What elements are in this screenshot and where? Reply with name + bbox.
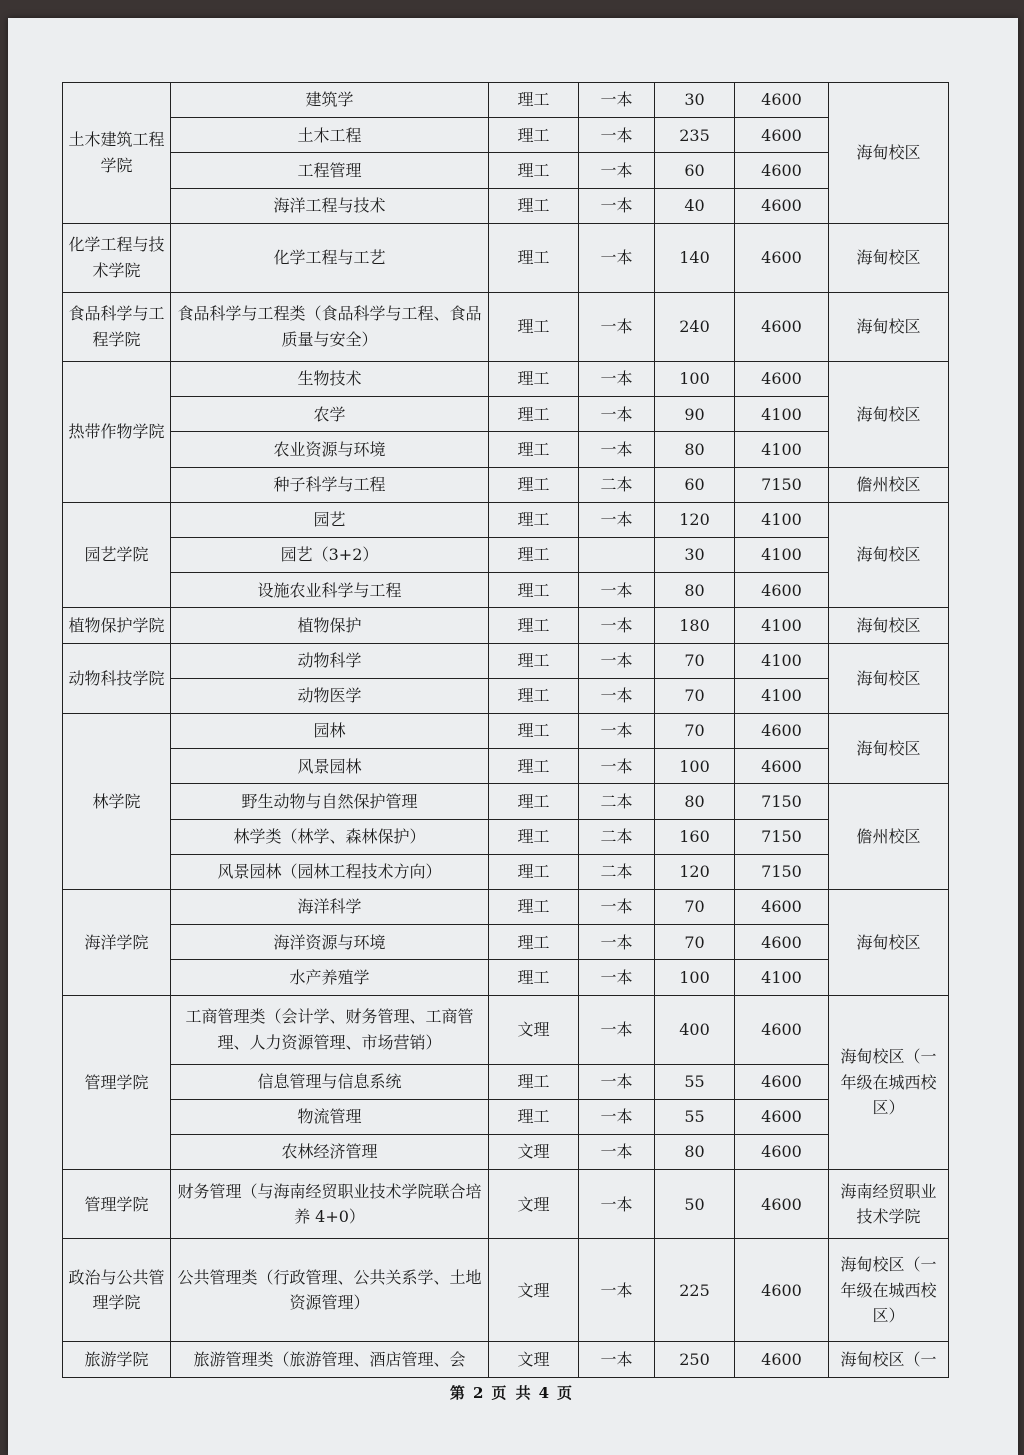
table-row	[63, 538, 949, 573]
batch-cell: 一本	[579, 223, 655, 292]
batch-cell: 一本	[579, 1064, 655, 1099]
table-row	[63, 1135, 949, 1170]
plan-count-cell: 70	[655, 890, 735, 925]
category-cell: 理工	[489, 1064, 579, 1099]
table-row	[63, 819, 949, 854]
major-cell: 设施农业科学与工程	[171, 573, 489, 608]
major-cell: 公共管理类（行政管理、公共关系学、土地资源管理）	[171, 1239, 489, 1342]
table-row	[63, 223, 949, 292]
plan-count-cell: 30	[655, 538, 735, 573]
table-row	[63, 1064, 949, 1099]
table-row	[63, 292, 949, 361]
enrollment-table	[62, 82, 949, 1378]
batch-cell: 一本	[579, 362, 655, 397]
table-row	[63, 960, 949, 995]
table-row	[63, 573, 949, 608]
major-cell: 动物医学	[171, 678, 489, 713]
table-row	[63, 890, 949, 925]
campus-cell: 儋州校区	[829, 467, 949, 502]
major-cell: 园艺	[171, 502, 489, 537]
batch-cell: 一本	[579, 188, 655, 223]
tuition-cell: 4600	[735, 995, 829, 1064]
category-cell: 理工	[489, 502, 579, 537]
tuition-cell: 4100	[735, 538, 829, 573]
major-cell: 海洋科学	[171, 890, 489, 925]
table-row	[63, 502, 949, 537]
campus-cell: 海甸校区（一年级在城西校区）	[829, 1239, 949, 1342]
category-cell: 文理	[489, 1135, 579, 1170]
major-cell: 物流管理	[171, 1099, 489, 1134]
category-cell: 理工	[489, 854, 579, 889]
plan-count-cell: 80	[655, 573, 735, 608]
plan-count-cell: 70	[655, 925, 735, 960]
college-cell: 热带作物学院	[63, 362, 171, 503]
batch-cell: 一本	[579, 1170, 655, 1239]
tuition-cell: 4600	[735, 1099, 829, 1134]
category-cell: 理工	[489, 678, 579, 713]
table-row	[63, 1099, 949, 1134]
plan-count-cell: 70	[655, 643, 735, 678]
category-cell: 理工	[489, 714, 579, 749]
table-row	[63, 678, 949, 713]
college-cell: 旅游学院	[63, 1342, 171, 1378]
table-row	[63, 1239, 949, 1342]
plan-count-cell: 400	[655, 995, 735, 1064]
plan-count-cell: 55	[655, 1099, 735, 1134]
campus-cell: 海甸校区	[829, 362, 949, 468]
tuition-cell: 4600	[735, 925, 829, 960]
tuition-cell: 4100	[735, 502, 829, 537]
table-row	[63, 362, 949, 397]
batch-cell: 一本	[579, 1342, 655, 1378]
footer-page-end: 页	[557, 1384, 575, 1402]
major-cell: 农林经济管理	[171, 1135, 489, 1170]
batch-cell: 一本	[579, 890, 655, 925]
campus-cell: 海甸校区（一	[829, 1342, 949, 1378]
campus-cell: 海甸校区	[829, 643, 949, 713]
major-cell: 工商管理类（会计学、财务管理、工商管理、人力资源管理、市场营销）	[171, 995, 489, 1064]
plan-count-cell: 90	[655, 397, 735, 432]
batch-cell: 一本	[579, 714, 655, 749]
category-cell: 理工	[489, 538, 579, 573]
plan-count-cell: 140	[655, 223, 735, 292]
plan-count-cell: 120	[655, 854, 735, 889]
major-cell: 土木工程	[171, 118, 489, 153]
major-cell: 植物保护	[171, 608, 489, 643]
category-cell: 理工	[489, 749, 579, 784]
college-cell: 植物保护学院	[63, 608, 171, 643]
tuition-cell: 4600	[735, 1239, 829, 1342]
tuition-cell: 7150	[735, 819, 829, 854]
major-cell: 财务管理（与海南经贸职业技术学院联合培养 4+0）	[171, 1170, 489, 1239]
campus-cell: 儋州校区	[829, 784, 949, 890]
college-cell: 食品科学与工程学院	[63, 292, 171, 361]
tuition-cell: 4600	[735, 573, 829, 608]
batch-cell: 一本	[579, 1099, 655, 1134]
college-cell: 政治与公共管理学院	[63, 1239, 171, 1342]
batch-cell: 一本	[579, 749, 655, 784]
table-row	[63, 925, 949, 960]
plan-count-cell: 60	[655, 153, 735, 188]
category-cell: 理工	[489, 83, 579, 118]
plan-count-cell: 50	[655, 1170, 735, 1239]
batch-cell: 一本	[579, 432, 655, 467]
batch-cell: 一本	[579, 960, 655, 995]
batch-cell: 二本	[579, 467, 655, 502]
table-row	[63, 432, 949, 467]
college-cell: 土木建筑工程学院	[63, 83, 171, 224]
tuition-cell: 7150	[735, 467, 829, 502]
batch-cell: 一本	[579, 1135, 655, 1170]
table-row	[63, 608, 949, 643]
campus-cell: 海甸校区	[829, 890, 949, 996]
category-cell: 理工	[489, 643, 579, 678]
major-cell: 农学	[171, 397, 489, 432]
footer-page-current: 2	[472, 1384, 486, 1402]
category-cell: 理工	[489, 432, 579, 467]
tuition-cell: 4100	[735, 608, 829, 643]
table-row	[63, 83, 949, 118]
table-row	[63, 784, 949, 819]
plan-count-cell: 225	[655, 1239, 735, 1342]
campus-cell: 海甸校区	[829, 502, 949, 608]
campus-cell: 海甸校区	[829, 608, 949, 643]
plan-count-cell: 70	[655, 714, 735, 749]
major-cell: 食品科学与工程类（食品科学与工程、食品质量与安全）	[171, 292, 489, 361]
campus-cell: 海甸校区	[829, 292, 949, 361]
campus-cell: 海甸校区	[829, 223, 949, 292]
campus-cell: 海甸校区	[829, 83, 949, 224]
category-cell: 理工	[489, 118, 579, 153]
category-cell: 理工	[489, 890, 579, 925]
tuition-cell: 4600	[735, 714, 829, 749]
batch-cell: 二本	[579, 854, 655, 889]
plan-count-cell: 250	[655, 1342, 735, 1378]
category-cell: 理工	[489, 608, 579, 643]
batch-cell: 一本	[579, 925, 655, 960]
batch-cell: 二本	[579, 819, 655, 854]
batch-cell: 一本	[579, 292, 655, 361]
plan-count-cell: 55	[655, 1064, 735, 1099]
major-cell: 园林	[171, 714, 489, 749]
category-cell: 理工	[489, 153, 579, 188]
table-row	[63, 1170, 949, 1239]
major-cell: 信息管理与信息系统	[171, 1064, 489, 1099]
plan-count-cell: 100	[655, 749, 735, 784]
major-cell: 风景园林	[171, 749, 489, 784]
plan-count-cell: 60	[655, 467, 735, 502]
category-cell: 文理	[489, 1239, 579, 1342]
tuition-cell: 4600	[735, 749, 829, 784]
category-cell: 理工	[489, 573, 579, 608]
table-row	[63, 153, 949, 188]
category-cell: 理工	[489, 292, 579, 361]
tuition-cell: 4100	[735, 678, 829, 713]
major-cell: 林学类（林学、森林保护）	[171, 819, 489, 854]
category-cell: 文理	[489, 995, 579, 1064]
category-cell: 理工	[489, 784, 579, 819]
table-row	[63, 643, 949, 678]
batch-cell: 一本	[579, 83, 655, 118]
plan-count-cell: 80	[655, 1135, 735, 1170]
batch-cell: 一本	[579, 1239, 655, 1342]
category-cell: 理工	[489, 1099, 579, 1134]
tuition-cell: 4600	[735, 1170, 829, 1239]
footer-page-mid: 页 共	[491, 1384, 533, 1402]
category-cell: 理工	[489, 397, 579, 432]
table-row	[63, 714, 949, 749]
tuition-cell: 4600	[735, 292, 829, 361]
footer-page-label: 第	[449, 1384, 467, 1402]
batch-cell	[579, 538, 655, 573]
tuition-cell: 4100	[735, 960, 829, 995]
tuition-cell: 4600	[735, 1135, 829, 1170]
major-cell: 农业资源与环境	[171, 432, 489, 467]
batch-cell: 二本	[579, 784, 655, 819]
category-cell: 理工	[489, 188, 579, 223]
college-cell: 海洋学院	[63, 890, 171, 996]
major-cell: 旅游管理类（旅游管理、酒店管理、会	[171, 1342, 489, 1378]
category-cell: 理工	[489, 362, 579, 397]
table-row	[63, 854, 949, 889]
major-cell: 化学工程与工艺	[171, 223, 489, 292]
tuition-cell: 7150	[735, 854, 829, 889]
plan-count-cell: 80	[655, 784, 735, 819]
batch-cell: 一本	[579, 678, 655, 713]
plan-count-cell: 160	[655, 819, 735, 854]
table-row	[63, 749, 949, 784]
tuition-cell: 4600	[735, 118, 829, 153]
table-row	[63, 995, 949, 1064]
tuition-cell: 4600	[735, 1064, 829, 1099]
major-cell: 生物技术	[171, 362, 489, 397]
category-cell: 理工	[489, 925, 579, 960]
tuition-cell: 4600	[735, 83, 829, 118]
category-cell: 理工	[489, 819, 579, 854]
page-footer	[0, 1382, 1024, 1403]
footer-page-total: 4	[538, 1384, 552, 1402]
plan-count-cell: 120	[655, 502, 735, 537]
major-cell: 动物科学	[171, 643, 489, 678]
plan-count-cell: 30	[655, 83, 735, 118]
batch-cell: 一本	[579, 153, 655, 188]
tuition-cell: 4100	[735, 397, 829, 432]
plan-count-cell: 40	[655, 188, 735, 223]
major-cell: 野生动物与自然保护管理	[171, 784, 489, 819]
college-cell: 化学工程与技术学院	[63, 223, 171, 292]
major-cell: 水产养殖学	[171, 960, 489, 995]
tuition-cell: 7150	[735, 784, 829, 819]
tuition-cell: 4100	[735, 643, 829, 678]
category-cell: 理工	[489, 467, 579, 502]
campus-cell: 海甸校区（一年级在城西校区）	[829, 995, 949, 1170]
batch-cell: 一本	[579, 608, 655, 643]
table-row	[63, 467, 949, 502]
category-cell: 理工	[489, 223, 579, 292]
campus-cell: 海甸校区	[829, 714, 949, 784]
table-row	[63, 118, 949, 153]
campus-cell: 海南经贸职业技术学院	[829, 1170, 949, 1239]
category-cell: 文理	[489, 1170, 579, 1239]
batch-cell: 一本	[579, 643, 655, 678]
batch-cell: 一本	[579, 502, 655, 537]
college-cell: 林学院	[63, 714, 171, 890]
table-row	[63, 397, 949, 432]
major-cell: 园艺（3+2）	[171, 538, 489, 573]
batch-cell: 一本	[579, 118, 655, 153]
college-cell: 园艺学院	[63, 502, 171, 608]
tuition-cell: 4100	[735, 432, 829, 467]
plan-count-cell: 80	[655, 432, 735, 467]
tuition-cell: 4600	[735, 153, 829, 188]
table-row	[63, 1342, 949, 1378]
plan-count-cell: 235	[655, 118, 735, 153]
major-cell: 种子科学与工程	[171, 467, 489, 502]
plan-count-cell: 70	[655, 678, 735, 713]
tuition-cell: 4600	[735, 890, 829, 925]
plan-count-cell: 180	[655, 608, 735, 643]
batch-cell: 一本	[579, 397, 655, 432]
major-cell: 海洋资源与环境	[171, 925, 489, 960]
college-cell: 管理学院	[63, 1170, 171, 1239]
batch-cell: 一本	[579, 995, 655, 1064]
major-cell: 风景园林（园林工程技术方向）	[171, 854, 489, 889]
tuition-cell: 4600	[735, 223, 829, 292]
major-cell: 建筑学	[171, 83, 489, 118]
plan-count-cell: 240	[655, 292, 735, 361]
tuition-cell: 4600	[735, 1342, 829, 1378]
batch-cell: 一本	[579, 573, 655, 608]
college-cell: 动物科技学院	[63, 643, 171, 713]
table-row	[63, 188, 949, 223]
college-cell: 管理学院	[63, 995, 171, 1170]
major-cell: 工程管理	[171, 153, 489, 188]
tuition-cell: 4600	[735, 362, 829, 397]
tuition-cell: 4600	[735, 188, 829, 223]
major-cell: 海洋工程与技术	[171, 188, 489, 223]
plan-count-cell: 100	[655, 960, 735, 995]
plan-count-cell: 100	[655, 362, 735, 397]
category-cell: 理工	[489, 960, 579, 995]
category-cell: 文理	[489, 1342, 579, 1378]
